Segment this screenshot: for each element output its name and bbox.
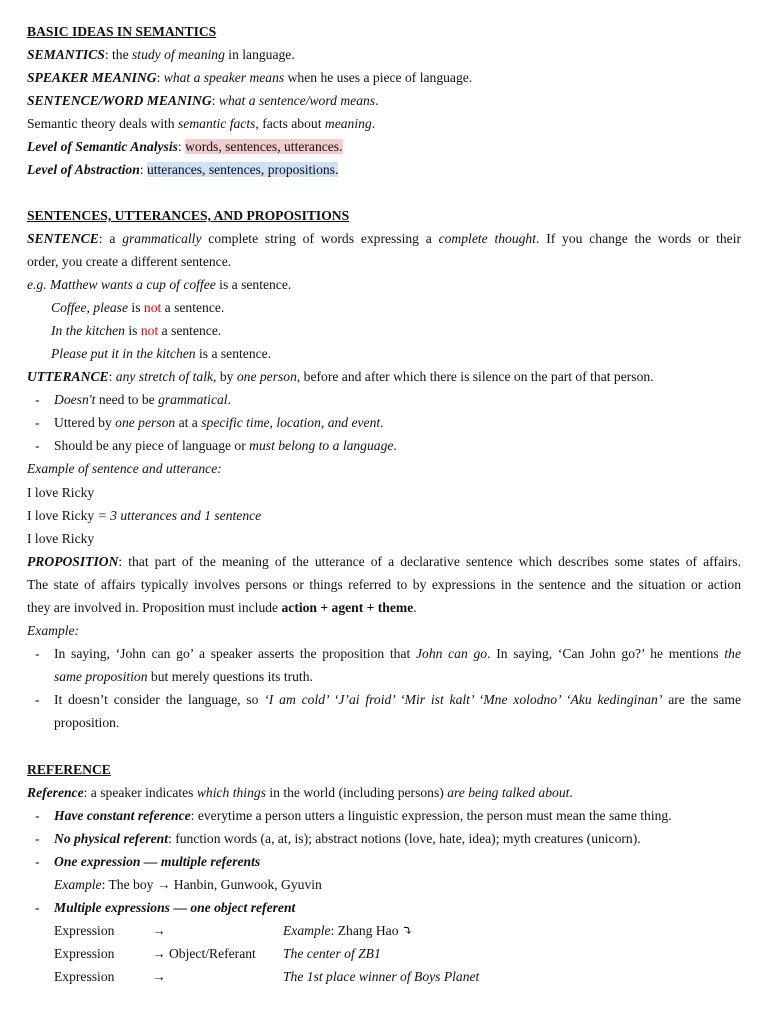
text: is (124, 323, 141, 338)
text: is (128, 300, 144, 315)
text: e.g. (27, 277, 51, 292)
line-utterance-def (27, 367, 654, 387)
text: Example (283, 923, 331, 938)
text: : (177, 139, 186, 154)
table-cell: Expression (54, 923, 115, 938)
table-cell: Expression (54, 946, 115, 961)
line-example-kitchen (51, 321, 221, 341)
text: but merely questions its truth. (147, 669, 313, 684)
text: : a (98, 231, 123, 246)
text: , before and after which there is silence on the part of that person. (296, 369, 654, 384)
text: grammatical (158, 392, 228, 407)
text: : (211, 93, 219, 108)
text: , facts about (255, 116, 325, 131)
text: same proposition (54, 669, 148, 684)
text: action + agent + theme (281, 600, 414, 615)
line-reference-def (27, 783, 573, 803)
term-reference: Reference (27, 785, 84, 800)
text: Uttered by (54, 415, 116, 430)
text: when he uses a piece of language. (284, 70, 473, 85)
term-speaker-meaning: SPEAKER MEANING (27, 70, 157, 85)
term-sentence-word-meaning: SENTENCE/WORD MEANING (27, 93, 212, 108)
text: Coffee, please (51, 300, 129, 315)
text: = 3 utterances and 1 sentence (97, 508, 262, 523)
text: Matthew wants a cup of coffee (50, 277, 216, 292)
line-proposition-def (27, 552, 741, 572)
line-level-semantic-analysis (27, 137, 343, 157)
text: . If you change the words or their (536, 231, 741, 246)
text: : (156, 70, 164, 85)
text: , by (213, 369, 237, 384)
text: in language. (224, 47, 295, 62)
line-eg (27, 275, 291, 295)
term-proposition: PROPOSITION (27, 554, 119, 569)
section-heading-sentences: SENTENCES, UTTERANCES, AND PROPOSITIONS (27, 208, 350, 223)
text: meaning (324, 116, 372, 131)
section-heading-basic-ideas: BASIC IDEAS IN SEMANTICS (27, 24, 217, 39)
not-red: not (143, 300, 162, 315)
text: . (413, 600, 417, 615)
text: which things (196, 785, 266, 800)
text: proposition. (54, 715, 120, 730)
text: Example (54, 877, 102, 892)
text: : (139, 162, 147, 177)
text: a sentence. (161, 300, 225, 315)
text: a sentence. (158, 323, 222, 338)
dash-bullet: - (35, 831, 40, 846)
text: . (371, 116, 376, 131)
example-line-1: I love Ricky (27, 485, 95, 500)
line-semantics (27, 45, 295, 65)
text: the (724, 646, 741, 661)
term-utterance: UTTERANCE (27, 369, 109, 384)
text: . (380, 415, 384, 430)
definition: what a speaker means (163, 70, 285, 85)
dash-bullet: - (35, 900, 40, 915)
line-sentence-word-meaning (27, 91, 378, 111)
term-level-abstraction: Level of Abstraction (27, 162, 140, 177)
table-cell: → (152, 969, 166, 984)
dash-bullet: - (35, 392, 40, 407)
text: . (375, 93, 379, 108)
line-sentence-def (27, 229, 741, 249)
highlight-red: words, sentences, utterances. (185, 139, 343, 154)
text: : (108, 369, 116, 384)
line-level-abstraction (27, 160, 338, 180)
text: Have constant reference (54, 808, 191, 823)
dash-bullet: - (35, 692, 40, 707)
text: : Zhang Hao ⤵ (330, 923, 414, 938)
dash-bullet: - (35, 808, 40, 823)
line-semantic-theory (27, 114, 375, 134)
text: I love Ricky (27, 508, 98, 523)
term-sentence: SENTENCE (27, 231, 99, 246)
text: at a (175, 415, 202, 430)
text: they are involved in. Proposition must include (27, 600, 282, 615)
text: : the (104, 47, 133, 62)
text: must belong to a language (249, 438, 394, 453)
text: It doesn’t consider the language, so (54, 692, 265, 707)
line-example-coffee (51, 298, 224, 318)
text: : function words (a, at, is); abstract notions (love, hate, idea); myth creatures (unicorn). (168, 831, 641, 846)
text: complete string of words expressing a (201, 231, 439, 246)
text: one person (115, 415, 176, 430)
text: In saying, ‘John can go’ a speaker asserts the proposition that (54, 646, 416, 661)
table-cell: The 1st place winner of Boys Planet (283, 969, 480, 984)
line-proposition-3 (27, 598, 417, 618)
text: In the kitchen (51, 323, 125, 338)
table-cell: Expression (54, 969, 115, 984)
text: ‘I am cold’ ‘J’ai froid’ ‘Mir ist kalt’ ‘Mne xolodno’ ‘Aku kedinginan’ (264, 692, 663, 707)
text: Semantic theory deals with (27, 116, 179, 131)
term-semantics: SEMANTICS (27, 47, 105, 62)
text: specific time, location, and event (201, 415, 381, 430)
text: grammatically (122, 231, 202, 246)
line-sentence-def-2: order, you create a different sentence. (27, 254, 232, 269)
text: are being talked about (447, 785, 570, 800)
text: any stretch of talk (115, 369, 214, 384)
text: . (227, 392, 231, 407)
text: . (569, 785, 573, 800)
table-cell (283, 921, 413, 941)
section-heading-reference: REFERENCE (27, 762, 111, 777)
table-cell: → Object/Referant (152, 946, 256, 961)
line-example-please-put (51, 344, 271, 364)
text: John can go (416, 646, 488, 661)
line-speaker-meaning (27, 68, 472, 88)
definition: study of meaning (132, 47, 225, 62)
text: is a sentence. (215, 277, 292, 292)
text: : that part of the meaning of the utterance of a declarative sentence which describes some states of affairs. (118, 554, 741, 569)
not-red: not (140, 323, 159, 338)
text: . In saying, ‘Can John go?’ he mentions (487, 646, 725, 661)
dash-bullet: - (35, 438, 40, 453)
text: . (393, 438, 397, 453)
term-level-semantic-analysis: Level of Semantic Analysis (27, 139, 178, 154)
text: one person (236, 369, 297, 384)
text: need to be (95, 392, 159, 407)
text: are the same (662, 692, 741, 707)
dash-bullet: - (35, 646, 40, 661)
text: : a speaker indicates (83, 785, 197, 800)
table-cell: The center of ZB1 (283, 946, 381, 961)
example-line-2 (27, 506, 261, 526)
text: No physical referent (54, 831, 169, 846)
example-label: Example of sentence and utterance: (27, 461, 222, 476)
text: : everytime a person utters a linguistic expression, the person must mean the same thing. (190, 808, 672, 823)
definition: what a sentence/word means (218, 93, 376, 108)
text: in the world (including persons) (265, 785, 448, 800)
text: : The boy → Hanbin, Gunwook, Gyuvin (101, 877, 322, 892)
text: One expression — multiple referents (54, 854, 261, 869)
highlight-blue: utterances, sentences, propositions. (146, 162, 339, 177)
text: semantic facts (178, 116, 256, 131)
text: Please put it in the kitchen (51, 346, 196, 361)
text: Should be any piece of language or (54, 438, 250, 453)
line-proposition-2: The state of affairs typically involves persons or things referred to by expressions in the sentence and the situation or action (27, 577, 741, 592)
text: is a sentence. (195, 346, 272, 361)
example-heading: Example: (27, 623, 80, 638)
table-cell: → (152, 923, 166, 938)
dash-bullet: - (35, 854, 40, 869)
text: Doesn't (54, 392, 96, 407)
text: complete thought (438, 231, 536, 246)
dash-bullet: - (35, 415, 40, 430)
example-line-3: I love Ricky (27, 531, 95, 546)
text: Multiple expressions — one object referent (54, 900, 296, 915)
